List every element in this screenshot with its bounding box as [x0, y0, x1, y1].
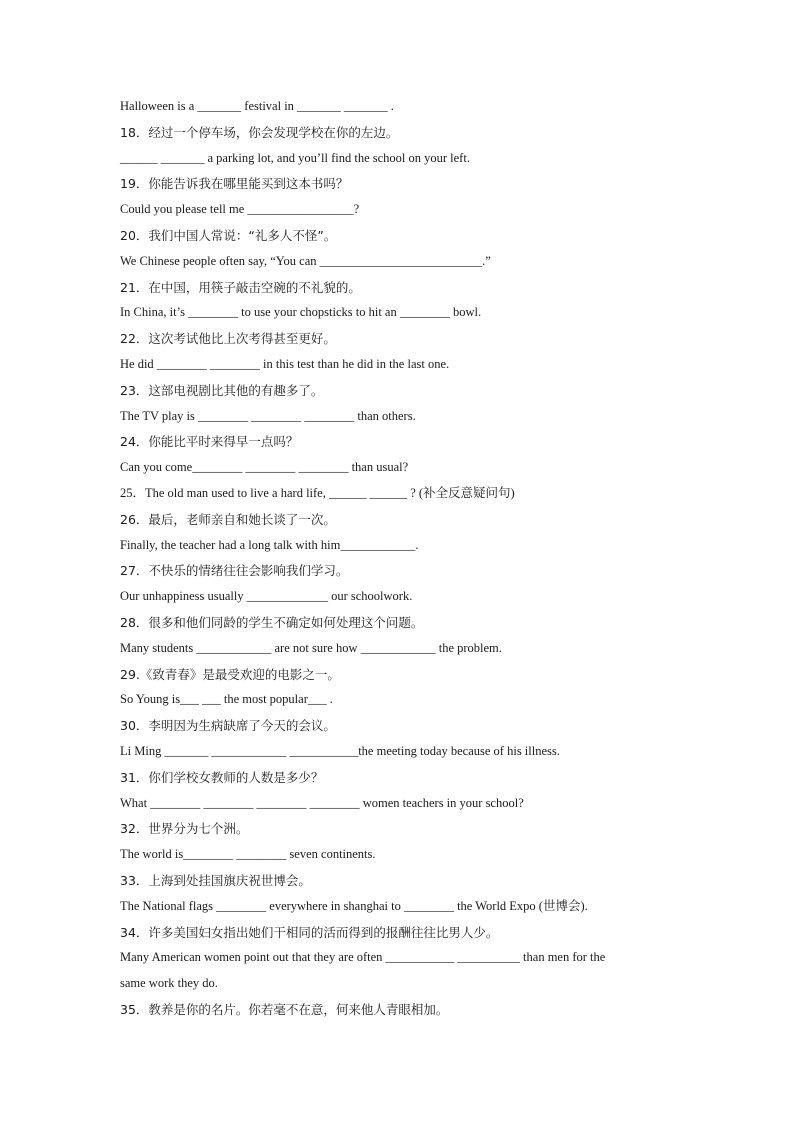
answer-sentence: Our unhappiness usually _____________ our schoolwork. [120, 589, 413, 604]
answer-sentence: ______ _______ a parking lot, and you’ll find the school on your left. [120, 150, 470, 165]
answer-sentence: Many students ____________ are not sure how ____________ the problem. [120, 640, 502, 655]
answer-sentence: 25．The old man used to live a hard life, ______ ______ ? (补全反意疑问句) [120, 485, 515, 500]
answer-sentence: In China, it’s ________ to use your chopsticks to hit an ________ bowl. [120, 305, 482, 320]
answer-sentence: Finally, the teacher had a long talk with him____________. [120, 537, 419, 552]
question-prompt: 19．你能告诉我在哪里能买到这本书吗？ [120, 176, 349, 192]
question-prompt: 32．世界分为七个洲。 [120, 821, 249, 837]
question-prompt: 29.《致青春》是最受欢迎的电影之一。 [120, 666, 340, 682]
answer-sentence: The TV play is ________ ________ ________ than others. [120, 408, 416, 423]
question-prompt: 27．不快乐的情绪往往会影响我们学习。 [120, 563, 349, 579]
question-prompt: 33．上海到处挂国旗庆祝世博会。 [120, 872, 311, 888]
answer-sentence: So Young is___ ___ the most popular___ . [120, 692, 333, 707]
question-prompt: 18．经过一个停车场，你会发现学校在你的左边。 [120, 124, 399, 140]
answer-sentence: Can you come________ ________ ________ than usual? [120, 460, 409, 475]
answer-sentence: We Chinese people often say, “You can __________________________.” [120, 253, 491, 268]
answer-sentence: Halloween is a _______ festival in _______ _______ . [120, 99, 394, 113]
question-prompt: 26．最后，老师亲自和她长谈了一次。 [120, 511, 336, 527]
answer-sentence: What ________ ________ ________ ________ women teachers in your school? [120, 795, 524, 810]
answer-sentence: He did ________ ________ in this test than he did in the last one. [120, 356, 450, 371]
question-prompt: 23．这部电视剧比其他的有趣多了。 [120, 382, 324, 398]
question-prompt: 35．教养是你的名片。你若毫不在意，何来他人青眼相加。 [120, 1001, 449, 1017]
question-prompt: 28．很多和他们同龄的学生不确定如何处理这个问题。 [120, 614, 424, 630]
answer-sentence: same work they do. [120, 976, 218, 991]
answer-sentence: Could you please tell me _________________? [120, 202, 360, 217]
question-prompt: 21．在中国，用筷子敲击空碗的不礼貌的。 [120, 279, 361, 295]
question-prompt: 31．你们学校女教师的人数是多少？ [120, 769, 324, 785]
question-prompt: 24．你能比平时来得早一点吗？ [120, 434, 299, 450]
question-prompt: 34．许多美国妇女指出她们干相同的活而得到的报酬往往比男人少。 [120, 924, 499, 940]
answer-sentence: Many American women point out that they are often ___________ __________ than men for the [120, 950, 606, 965]
question-prompt: 20．我们中国人常说：“礼多人不怪”。 [120, 227, 337, 243]
worksheet-body [120, 94, 680, 1023]
question-prompt: 22．这次考试他比上次考得甚至更好。 [120, 331, 336, 347]
answer-sentence: The National flags ________ everywhere in shanghai to ________ the World Expo (世博会). [120, 898, 588, 913]
question-prompt: 30．李明因为生病缺席了今天的会议。 [120, 718, 336, 734]
answer-sentence: The world is________ ________ seven continents. [120, 847, 376, 862]
answer-sentence: Li Ming _______ ____________ ___________the meeting today because of his illness. [120, 743, 560, 758]
